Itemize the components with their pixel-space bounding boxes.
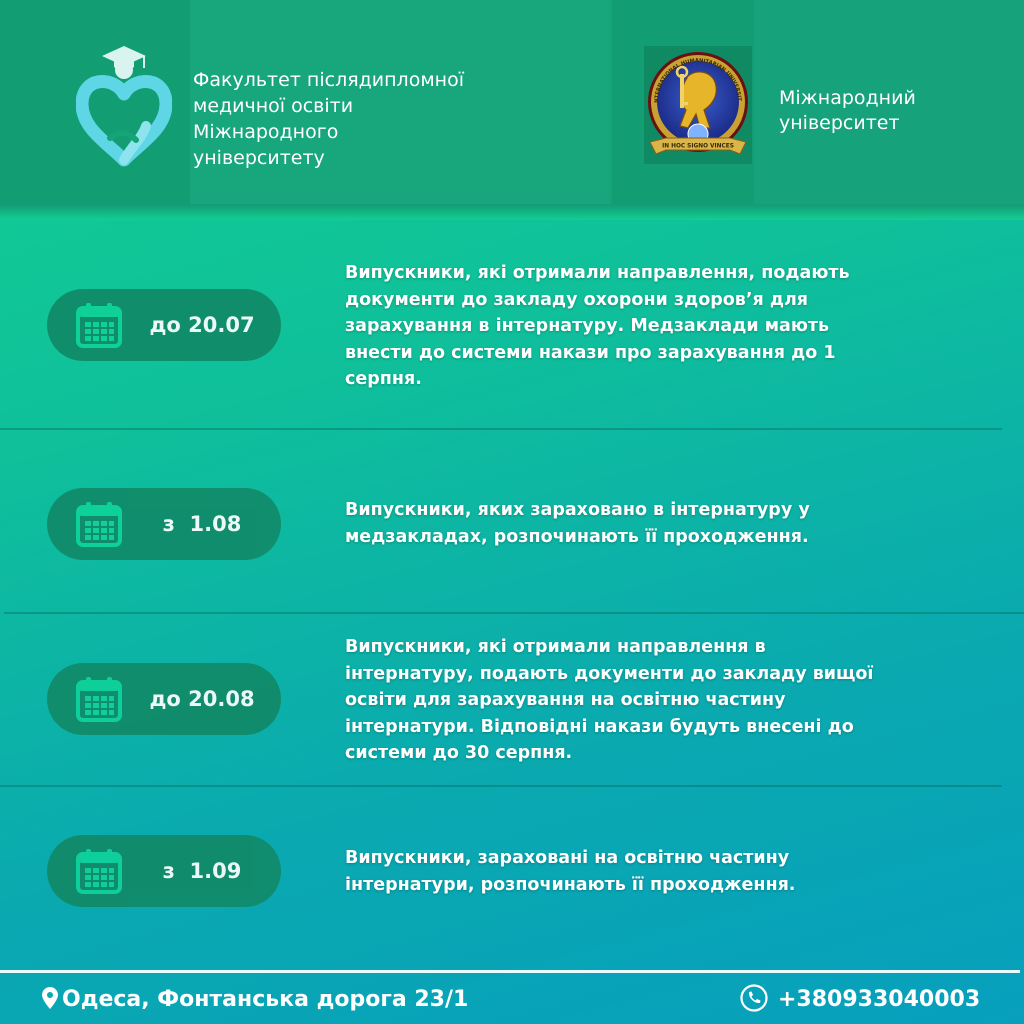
calendar-icon: [75, 675, 123, 723]
event-description-line: внести до системи накази про зарахування до 1: [345, 342, 836, 363]
event-description: [345, 497, 965, 550]
event-description-line: медзакладах, розпочинають її проходження.: [345, 526, 809, 547]
divider: [0, 428, 1002, 430]
faculty-name: [193, 67, 513, 171]
date-badge: [47, 289, 281, 361]
footer-divider: [0, 970, 1020, 973]
event-description-line: освіти для зарахування на освітню частину: [345, 690, 786, 710]
calendar-icon: [75, 847, 123, 895]
calendar-icon: [75, 301, 123, 349]
phone[interactable]: [740, 983, 980, 1017]
event-description-line: Випускники, які отримали направлення в: [345, 637, 766, 657]
header-shadow: [0, 204, 1024, 220]
divider: [0, 785, 1002, 787]
heart-graduation-cap-logo: [76, 42, 172, 170]
date-label: до 20.08: [149, 687, 255, 711]
phone-icon: [740, 984, 768, 1012]
event-description-line: Випускники, які отримали направлення, подають: [345, 263, 850, 283]
phone-number[interactable]: +380933040003: [778, 987, 981, 1012]
event-description-line: зарахування в інтернатуру. Медзаклади мають: [345, 316, 830, 336]
event-description-line: інтернатуру, подають документи до закладу вищої: [345, 663, 874, 684]
date-badge: [47, 488, 281, 560]
event-description: [345, 634, 965, 767]
faculty-name-line: Міжнародного: [193, 121, 339, 143]
calendar-icon: [75, 500, 123, 548]
date-label: до 20.07: [149, 313, 255, 337]
event-description-line: Випускники, яких зараховано в інтернатуру у: [345, 500, 810, 520]
event-description-line: інтернатури, розпочинають її проходження.: [345, 874, 796, 895]
event-description-line: інтернатури. Відповідні накази будуть внесені до: [345, 716, 854, 737]
university-name-line: університет: [779, 112, 900, 134]
event-description-line: системи до 30 серпня.: [345, 743, 573, 763]
event-description-line: серпня.: [345, 369, 422, 389]
university-crest-logo: [644, 46, 752, 164]
location-pin-icon: [42, 987, 58, 1009]
event-description-line: Випускники, зараховані на освітню частину: [345, 848, 790, 868]
university-name: [779, 86, 979, 136]
event-description-line: документи до закладу охорони здоров’я для: [345, 289, 809, 310]
university-name-line: Міжнародний: [779, 87, 916, 109]
date-label: з 1.08: [162, 512, 242, 536]
address: [42, 983, 468, 1017]
date-badge: [47, 835, 281, 907]
faculty-name-line: університету: [193, 147, 325, 169]
address-text: Одеса, Фонтанська дорога 23/1: [62, 987, 469, 1012]
event-description: [345, 845, 965, 898]
event-description: [345, 260, 965, 393]
faculty-name-line: Факультет післядипломної: [193, 69, 464, 91]
date-badge: [47, 663, 281, 735]
faculty-name-line: медичної освіти: [193, 95, 354, 117]
date-label: з 1.09: [162, 859, 242, 883]
divider: [4, 612, 1024, 614]
crest-arc-text: NTERNATIONAL HUMANITARIAN UNIVERSIT: [653, 57, 743, 103]
crest-motto: IN HOC SIGNO VINCES: [662, 143, 734, 150]
